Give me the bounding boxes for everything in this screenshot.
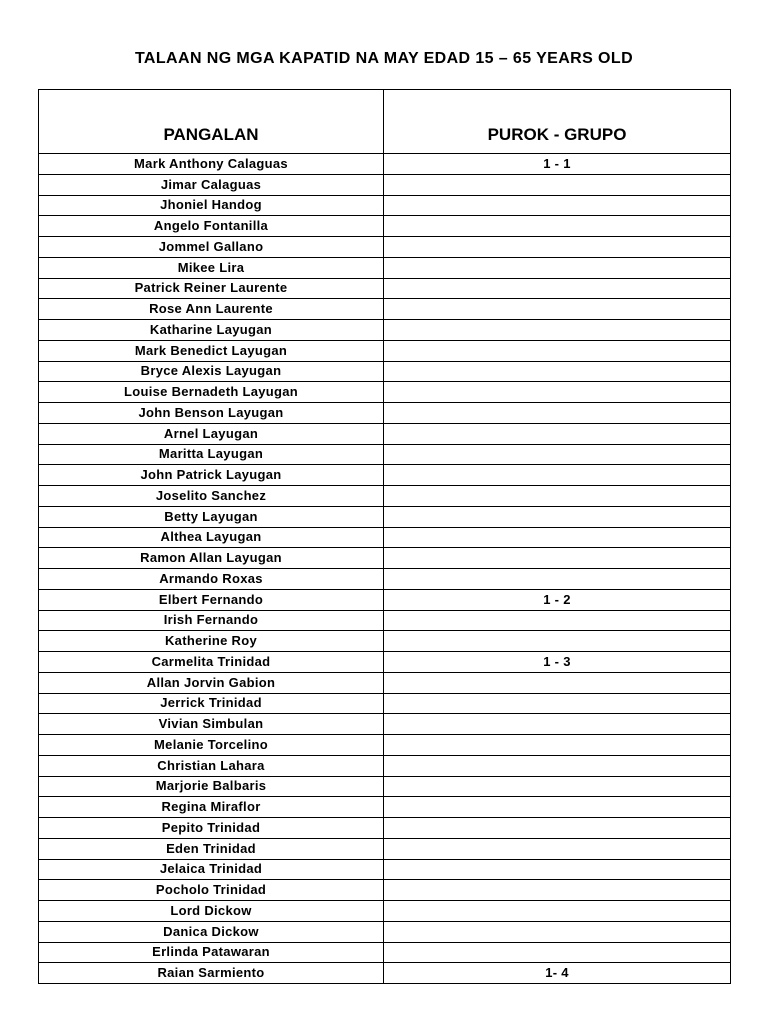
table-row bbox=[39, 755, 731, 776]
member-name-cell: Jommel Gallano bbox=[39, 237, 384, 258]
purok-grupo-cell bbox=[384, 921, 731, 942]
member-name-cell: Lord Dickow bbox=[39, 901, 384, 922]
purok-grupo-cell bbox=[384, 693, 731, 714]
member-name-cell: Allan Jorvin Gabion bbox=[39, 672, 384, 693]
table-row bbox=[39, 340, 731, 361]
member-name-cell: Katherine Roy bbox=[39, 631, 384, 652]
table-row bbox=[39, 963, 731, 984]
table-row bbox=[39, 278, 731, 299]
table-row bbox=[39, 361, 731, 382]
table-row bbox=[39, 403, 731, 424]
purok-grupo-cell bbox=[384, 320, 731, 341]
purok-grupo-cell bbox=[384, 361, 731, 382]
purok-grupo-cell: 1 - 2 bbox=[384, 589, 731, 610]
member-name-cell: Irish Fernando bbox=[39, 610, 384, 631]
purok-grupo-cell bbox=[384, 257, 731, 278]
table-row bbox=[39, 299, 731, 320]
purok-grupo-cell bbox=[384, 382, 731, 403]
member-name-cell: Danica Dickow bbox=[39, 921, 384, 942]
table-row bbox=[39, 548, 731, 569]
purok-grupo-cell bbox=[384, 444, 731, 465]
member-name-cell: Mark Benedict Layugan bbox=[39, 340, 384, 361]
member-name-cell: Elbert Fernando bbox=[39, 589, 384, 610]
member-name-cell: Rose Ann Laurente bbox=[39, 299, 384, 320]
table-row bbox=[39, 257, 731, 278]
purok-grupo-cell bbox=[384, 838, 731, 859]
member-name-cell: Regina Miraflor bbox=[39, 797, 384, 818]
purok-grupo-cell bbox=[384, 610, 731, 631]
member-name-cell: Mikee Lira bbox=[39, 257, 384, 278]
table-row bbox=[39, 921, 731, 942]
purok-grupo-cell: 1 - 3 bbox=[384, 652, 731, 673]
table-row bbox=[39, 901, 731, 922]
purok-grupo-cell bbox=[384, 237, 731, 258]
member-name-cell: Patrick Reiner Laurente bbox=[39, 278, 384, 299]
member-name-cell: Marjorie Balbaris bbox=[39, 776, 384, 797]
table-row bbox=[39, 237, 731, 258]
purok-grupo-cell bbox=[384, 714, 731, 735]
column-header-purok-grupo: PUROK - GRUPO bbox=[384, 90, 731, 154]
purok-grupo-cell bbox=[384, 174, 731, 195]
purok-grupo-cell bbox=[384, 569, 731, 590]
member-name-cell: Eden Trinidad bbox=[39, 838, 384, 859]
table-row bbox=[39, 818, 731, 839]
purok-grupo-cell bbox=[384, 216, 731, 237]
member-name-cell: Jhoniel Handog bbox=[39, 195, 384, 216]
table-row bbox=[39, 569, 731, 590]
table-row bbox=[39, 154, 731, 175]
purok-grupo-cell bbox=[384, 735, 731, 756]
member-name-cell: Joselito Sanchez bbox=[39, 486, 384, 507]
purok-grupo-cell bbox=[384, 423, 731, 444]
purok-grupo-cell bbox=[384, 278, 731, 299]
table-row bbox=[39, 527, 731, 548]
table-row bbox=[39, 589, 731, 610]
purok-grupo-cell bbox=[384, 486, 731, 507]
member-name-cell: Jimar Calaguas bbox=[39, 174, 384, 195]
purok-grupo-cell bbox=[384, 880, 731, 901]
purok-grupo-cell bbox=[384, 859, 731, 880]
document-title: TALAAN NG MGA KAPATID NA MAY EDAD 15 – 65 YEARS OLD bbox=[134, 50, 634, 67]
member-name-cell: Pocholo Trinidad bbox=[39, 880, 384, 901]
member-name-cell: Jerrick Trinidad bbox=[39, 693, 384, 714]
member-name-cell: Armando Roxas bbox=[39, 569, 384, 590]
purok-grupo-cell bbox=[384, 548, 731, 569]
member-name-cell: Angelo Fontanilla bbox=[39, 216, 384, 237]
table-row bbox=[39, 382, 731, 403]
table-header-row bbox=[39, 90, 731, 154]
table-row bbox=[39, 174, 731, 195]
purok-grupo-cell bbox=[384, 527, 731, 548]
table-row bbox=[39, 672, 731, 693]
member-name-cell: Melanie Torcelino bbox=[39, 735, 384, 756]
member-name-cell: John Patrick Layugan bbox=[39, 465, 384, 486]
member-name-cell: Betty Layugan bbox=[39, 506, 384, 527]
purok-grupo-cell bbox=[384, 818, 731, 839]
roster-body bbox=[39, 154, 731, 984]
member-name-cell: Mark Anthony Calaguas bbox=[39, 154, 384, 175]
member-name-cell: Vivian Simbulan bbox=[39, 714, 384, 735]
table-row bbox=[39, 652, 731, 673]
table-row bbox=[39, 610, 731, 631]
purok-grupo-cell bbox=[384, 901, 731, 922]
member-name-cell: John Benson Layugan bbox=[39, 403, 384, 424]
member-name-cell: Maritta Layugan bbox=[39, 444, 384, 465]
purok-grupo-cell bbox=[384, 340, 731, 361]
member-name-cell: Jelaica Trinidad bbox=[39, 859, 384, 880]
member-name-cell: Christian Lahara bbox=[39, 755, 384, 776]
purok-grupo-cell bbox=[384, 403, 731, 424]
purok-grupo-cell bbox=[384, 299, 731, 320]
roster-table bbox=[38, 89, 731, 984]
table-row bbox=[39, 797, 731, 818]
table-row bbox=[39, 880, 731, 901]
table-row bbox=[39, 506, 731, 527]
table-row bbox=[39, 714, 731, 735]
member-name-cell: Carmelita Trinidad bbox=[39, 652, 384, 673]
purok-grupo-cell bbox=[384, 942, 731, 963]
purok-grupo-cell: 1- 4 bbox=[384, 963, 731, 984]
table-row bbox=[39, 693, 731, 714]
table-row bbox=[39, 444, 731, 465]
member-name-cell: Arnel Layugan bbox=[39, 423, 384, 444]
member-name-cell: Raian Sarmiento bbox=[39, 963, 384, 984]
table-row bbox=[39, 942, 731, 963]
table-row bbox=[39, 735, 731, 756]
table-row bbox=[39, 216, 731, 237]
purok-grupo-cell bbox=[384, 797, 731, 818]
table-row bbox=[39, 631, 731, 652]
column-header-pangalan: PANGALAN bbox=[39, 90, 384, 154]
purok-grupo-cell: 1 - 1 bbox=[384, 154, 731, 175]
table-row bbox=[39, 838, 731, 859]
member-name-cell: Pepito Trinidad bbox=[39, 818, 384, 839]
table-row bbox=[39, 195, 731, 216]
member-name-cell: Ramon Allan Layugan bbox=[39, 548, 384, 569]
purok-grupo-cell bbox=[384, 631, 731, 652]
member-name-cell: Althea Layugan bbox=[39, 527, 384, 548]
table-row bbox=[39, 859, 731, 880]
table-row bbox=[39, 465, 731, 486]
table-row bbox=[39, 320, 731, 341]
member-name-cell: Katharine Layugan bbox=[39, 320, 384, 341]
table-row bbox=[39, 423, 731, 444]
member-name-cell: Erlinda Patawaran bbox=[39, 942, 384, 963]
table-row bbox=[39, 486, 731, 507]
purok-grupo-cell bbox=[384, 755, 731, 776]
table-row bbox=[39, 776, 731, 797]
purok-grupo-cell bbox=[384, 776, 731, 797]
member-name-cell: Louise Bernadeth Layugan bbox=[39, 382, 384, 403]
purok-grupo-cell bbox=[384, 506, 731, 527]
purok-grupo-cell bbox=[384, 672, 731, 693]
purok-grupo-cell bbox=[384, 465, 731, 486]
purok-grupo-cell bbox=[384, 195, 731, 216]
member-name-cell: Bryce Alexis Layugan bbox=[39, 361, 384, 382]
